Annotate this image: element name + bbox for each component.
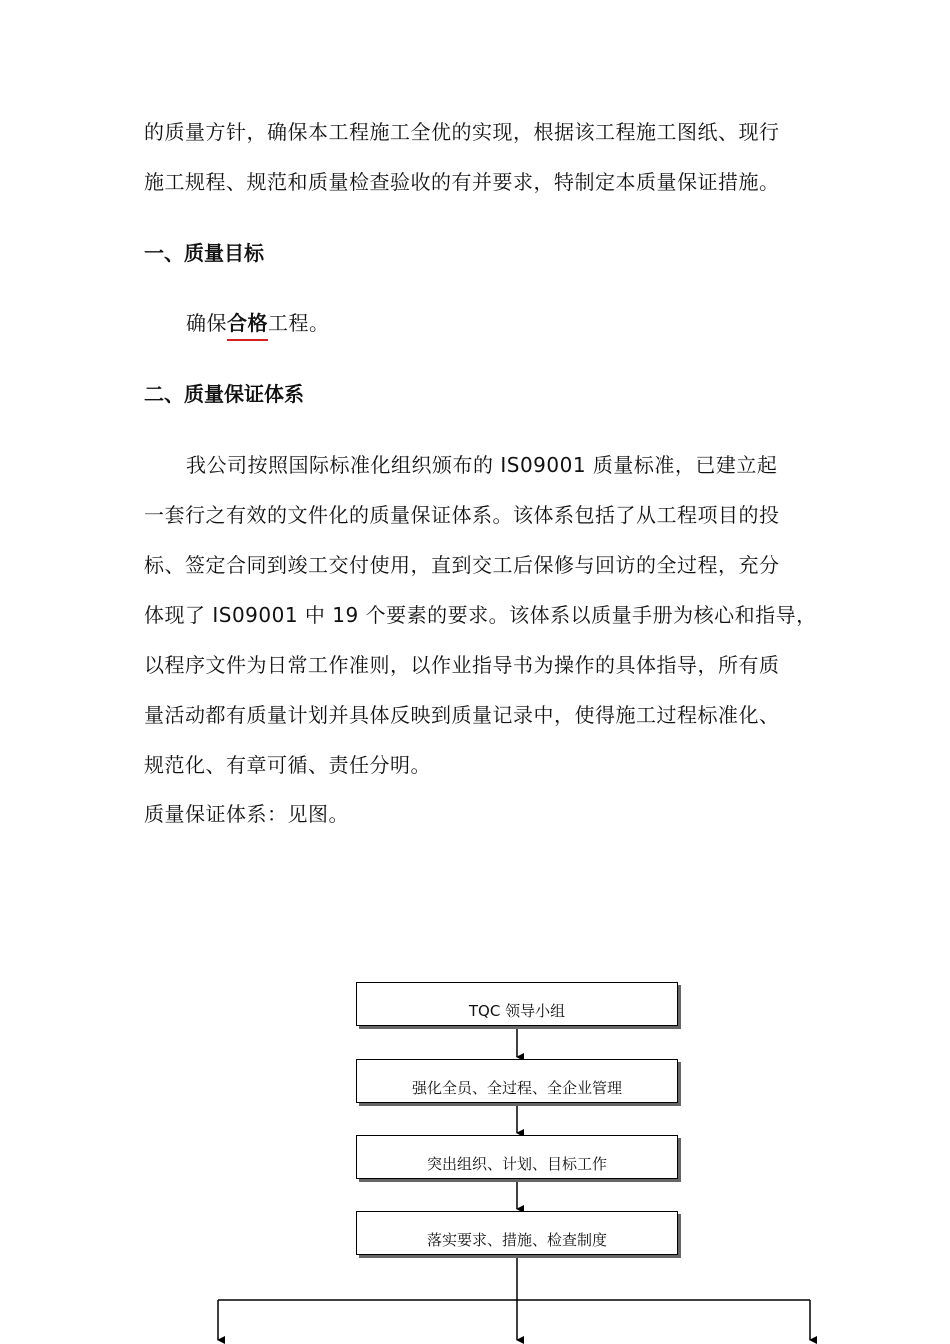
body-line-4: 体现了 IS09001 中 19 个要素的要求。该体系以质量手册为核心和指导，	[144, 603, 817, 627]
section-2-heading: 二、质量保证体系	[144, 382, 304, 406]
intro-line-2: 施工规程、规范和质量检查验收的有并要求，特制定本质量保证措施。	[144, 170, 780, 194]
flow-box-management: 强化全员、全过程、全企业管理	[356, 1059, 678, 1103]
body-line-1: 我公司按照国际标准化组织颁布的 IS09001 质量标准，已建立起	[186, 453, 778, 477]
body-line-7: 规范化、有章可循、责任分明。	[144, 753, 431, 777]
goal-emphasis: 合格	[227, 311, 268, 341]
flow-box-planning: 突出组织、计划、目标工作	[356, 1135, 678, 1179]
flow-box-tqc-group: TQC 领导小组	[356, 982, 678, 1026]
goal-suffix: 工程。	[268, 311, 330, 335]
goal-prefix: 确保	[186, 311, 227, 335]
body-line-6: 量活动都有质量计划并具体反映到质量记录中，使得施工过程标准化、	[144, 703, 780, 727]
body-line-5: 以程序文件为日常工作准则，以作业指导书为操作的具体指导，所有质	[144, 653, 780, 677]
body-line-3: 标、签定合同到竣工交付使用，直到交工后保修与回访的全过程，充分	[144, 553, 780, 577]
figure-note-text: 质量保证体系：见图。	[144, 802, 349, 826]
body-line-2: 一套行之有效的文件化的质量保证体系。该体系包括了从工程项目的投	[144, 503, 780, 527]
flow-box-implementation: 落实要求、措施、检查制度	[356, 1211, 678, 1255]
intro-line-1: 的质量方针，确保本工程施工全优的实现，根据该工程施工图纸、现行	[144, 120, 780, 144]
section-1-heading: 一、质量目标	[144, 241, 264, 265]
